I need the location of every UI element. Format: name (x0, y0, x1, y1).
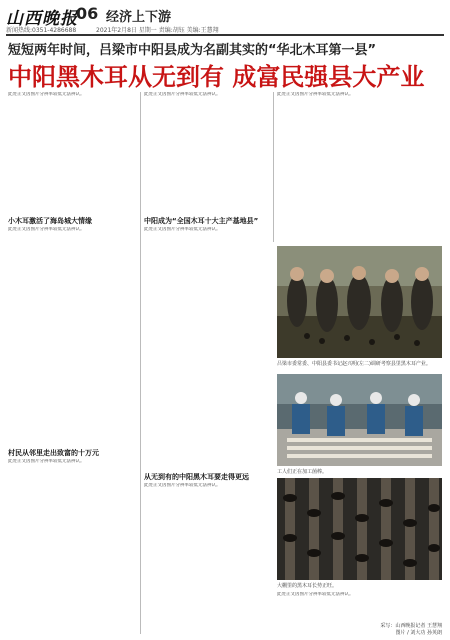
subhead-1: 小木耳激活了海岛城大情缘 (8, 217, 92, 225)
body-column-3b (277, 592, 442, 622)
photo-caption-3: 大棚里的黑木耳长势正旺。 (277, 583, 338, 589)
newspaper-logo: 山西晚报 (6, 9, 78, 29)
photo-workers (277, 374, 442, 466)
body-text: 此处正文因图片分辨率较低无法辨认。 (144, 227, 221, 232)
subhead-2: 中阳成为“全国木耳十大主产基地县” (144, 217, 259, 225)
body-text: 此处正文因图片分辨率较低无法辨认。 (144, 483, 221, 488)
body-column-1b (8, 227, 136, 444)
photo-officials-greenhouse (277, 246, 442, 358)
photo-caption-2: 工人们正在加工菌棒。 (277, 469, 328, 475)
photo-caption-1: 吕梁市委常委、中阳县委书记赵兴明(左二)调研考察县里黑木耳产业。 (277, 361, 431, 367)
photo-fungus (277, 478, 442, 580)
body-text: 此处正文因图片分辨率较低无法辨认。 (277, 592, 354, 597)
photo-fungus-graphic (277, 478, 442, 580)
body-text: 此处正文因图片分辨率较低无法辨认。 (8, 92, 85, 97)
photo-workers-graphic (277, 374, 442, 466)
byline (380, 622, 442, 636)
body-column-1a (8, 92, 136, 212)
body-column-2b (144, 227, 269, 467)
body-text: 此处正文因图片分辨率较低无法辨认。 (8, 227, 85, 232)
body-column-2c (144, 483, 269, 634)
body-column-1c (8, 459, 136, 634)
section-title: 经济上下游 (106, 10, 172, 25)
author-credit: 采写：山西晚报记者 王慧翔 (380, 623, 442, 629)
subhead-3: 村民从邻里走出致富的十万元 (8, 449, 99, 457)
masthead (6, 4, 444, 36)
article-headline: 中阳黑木耳从无到有 成富民强县大产业 (8, 63, 425, 91)
article-subtitle: 短短两年时间，吕梁市中阳县成为名副其实的“华北木耳第一县” (8, 43, 377, 58)
body-text: 此处正文因图片分辨率较低无法辨认。 (8, 459, 85, 464)
subhead-4: 从无到有的中阳黑木耳要走得更远 (144, 473, 249, 481)
photo-officials-graphic (277, 246, 442, 358)
page-number: 06 (76, 4, 99, 23)
column-divider (273, 92, 274, 242)
news-hotline: 新闻热线:0351-4286688 (6, 27, 77, 34)
body-column-2a (144, 92, 269, 212)
column-divider (140, 92, 141, 634)
body-text: 此处正文因图片分辨率较低无法辨认。 (144, 92, 221, 97)
photo-credit: 图片 / 刘大功 孙英朗 (395, 630, 442, 636)
body-column-3 (277, 92, 442, 242)
body-text: 此处正文因图片分辨率较低无法辨认。 (277, 92, 354, 97)
dateline: 2021年2月8日 星期一 责编:胡钰 美编:王慧翔 (96, 27, 219, 34)
